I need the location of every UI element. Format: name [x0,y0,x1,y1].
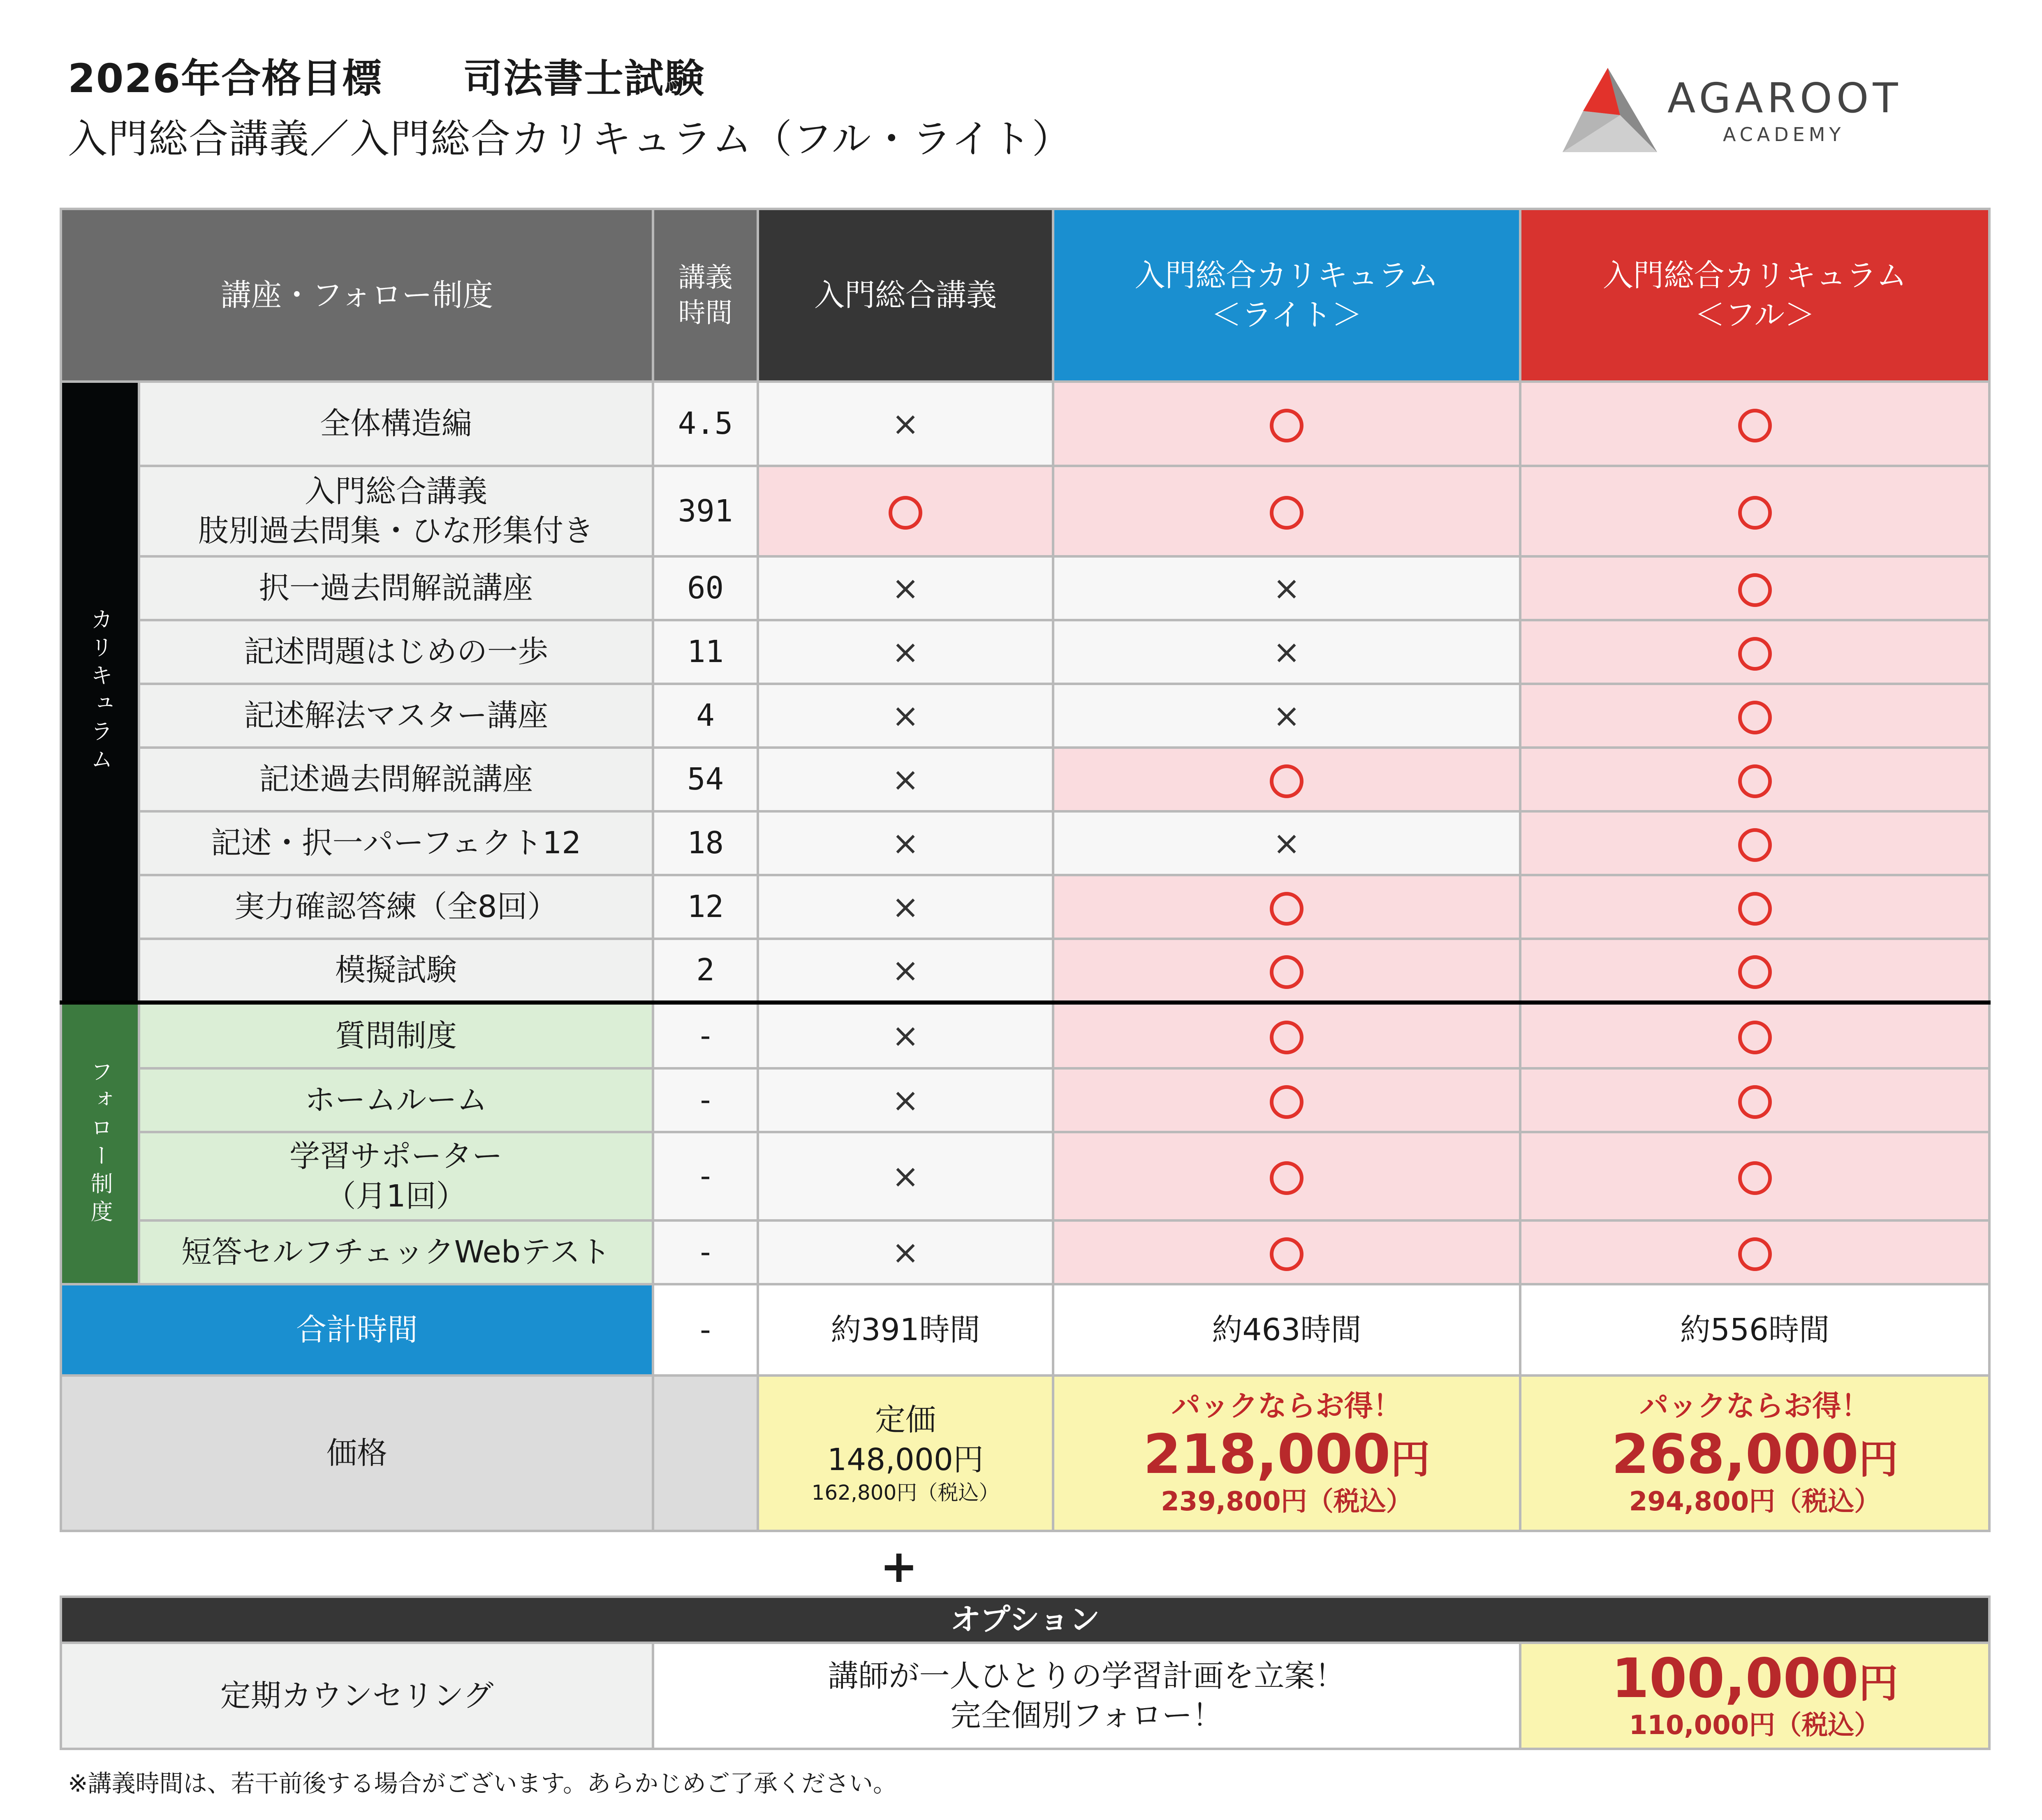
price-label: 価格 [61,1375,653,1531]
cross-mark-icon: × [891,1081,919,1119]
circle-mark-icon [1738,573,1772,607]
full-price-tax: 294,800円（税込） [1629,1486,1881,1517]
page-subtitle: 入門総合講義／入門総合カリキュラム（フル・ライト） [68,116,1072,162]
header-hours-line2: 時間 [678,297,733,329]
circle-mark-icon [1270,1021,1303,1054]
cross-mark-icon: × [891,951,919,989]
course-name-line1: 択一過去問解説講座 [259,570,533,606]
plan-full-included [1520,684,1989,748]
cross-mark-icon: × [891,1157,919,1195]
course-name-line1: 質問制度 [335,1018,457,1054]
course-name [139,684,653,748]
logo-subtext: ACADEMY [1723,123,1845,146]
course-name-line1: 入門総合講義 [305,473,487,509]
circle-mark-icon [889,496,922,530]
plan-light-included [1053,1220,1520,1284]
pack-deal-label: パックならお得！ [1639,1389,1870,1423]
option-price-tax: 110,000円（税込） [1629,1710,1881,1741]
option-price: 100,000 [1611,1646,1859,1710]
plan-lecture-not-included [758,382,1053,466]
table-row [61,875,1989,939]
plan-full-included [1520,1003,1989,1068]
course-name [139,1220,653,1284]
circle-mark-icon [1738,409,1772,442]
course-name [139,382,653,466]
course-name-line1: 短答セルフチェックWebテスト [181,1234,611,1270]
option-price-cell [1520,1643,1989,1749]
course-hours: 391 [653,466,758,556]
table-row [61,1220,1989,1284]
plan-lecture-not-included [758,1068,1053,1132]
course-name-line1: 模擬試験 [335,952,457,988]
cross-mark-icon: × [891,632,919,671]
total-hours-dash: - [653,1284,758,1375]
pack-deal-label: パックならお得！ [1171,1389,1402,1423]
total-hours-label: 合計時間 [61,1284,653,1375]
header-hours-line1: 講義 [678,262,733,294]
circle-mark-icon [1270,892,1303,926]
table-row [61,939,1989,1003]
course-name-line2: 肢別過去問集・ひな形集付き [198,513,594,549]
plan-light-included [1053,875,1520,939]
cross-mark-icon: × [1273,569,1301,607]
circle-mark-icon [1738,1021,1772,1054]
plan-lecture-not-included [758,748,1053,811]
course-name [139,748,653,811]
cross-mark-icon: × [1273,824,1301,862]
plan-full-included [1520,1132,1989,1220]
header-plan-full-line2: ＜フル＞ [1694,297,1815,333]
curriculum-group [61,382,139,1003]
course-hours: - [653,1220,758,1284]
table-row [61,748,1989,811]
plan-lecture-included [758,466,1053,556]
plan-light-not-included [1053,684,1520,748]
course-hours: 60 [653,556,758,620]
list-price: 148,000円 [827,1442,984,1477]
circle-mark-icon [1270,1085,1303,1119]
circle-mark-icon [1270,496,1303,530]
cross-mark-icon: × [891,1017,919,1055]
list-price-tax: 162,800円（税込） [811,1480,1000,1505]
course-hours: 4.5 [653,382,758,466]
cross-mark-icon: × [891,569,919,607]
plan-full-included [1520,466,1989,556]
course-hours: 11 [653,620,758,684]
light-price-tax: 239,800円（税込） [1161,1486,1412,1517]
cross-mark-icon: × [891,1233,919,1271]
plan-full-included [1520,875,1989,939]
cross-mark-icon: × [891,404,919,443]
course-name-line1: ホームルーム [305,1082,487,1118]
circle-mark-icon [1738,828,1772,862]
header-plan-full-line1: 入門総合カリキュラム [1602,257,1907,293]
circle-mark-icon [1270,1237,1303,1271]
circle-mark-icon [1738,637,1772,671]
course-hours: - [653,1132,758,1220]
light-price: 218,000 [1143,1423,1391,1487]
course-hours: - [653,1068,758,1132]
comparison-table [60,208,1991,1532]
price-light [1053,1375,1520,1531]
full-price-unit: 円 [1859,1436,1898,1483]
header-plan-light [1053,209,1520,382]
course-name [139,1068,653,1132]
course-hours: 18 [653,811,758,875]
course-hours: 54 [653,748,758,811]
course-name [139,811,653,875]
plan-light-included [1053,748,1520,811]
plan-light-included [1053,1132,1520,1220]
table-row [61,1003,1989,1068]
option-description [653,1643,1520,1749]
option-table [60,1595,1991,1750]
price-full [1520,1375,1989,1531]
total-hours-lecture: 約391時間 [758,1284,1053,1375]
price-row [61,1375,1989,1531]
logo-wordmark: AGAROOT [1667,74,1902,122]
plan-light-included [1053,382,1520,466]
course-name [139,556,653,620]
table-row [61,620,1989,684]
course-name-line1: 全体構造編 [320,406,472,442]
course-name [139,939,653,1003]
plan-light-not-included [1053,556,1520,620]
plan-full-included [1520,811,1989,875]
total-hours-full: 約556時間 [1520,1284,1989,1375]
header-plan-lecture: 入門総合講義 [758,209,1053,382]
plan-full-included [1520,556,1989,620]
circle-mark-icon [1738,1085,1772,1119]
circle-mark-icon [1270,1161,1303,1195]
plan-full-included [1520,620,1989,684]
total-hours-row [61,1284,1989,1375]
logo-triangle-icon [1558,66,1665,160]
course-name-line1: 学習サポーター [289,1139,502,1174]
plan-light-included [1053,466,1520,556]
cross-mark-icon: × [1273,632,1301,671]
course-name [139,466,653,556]
full-price: 268,000 [1611,1423,1859,1487]
plus-sign: + [880,1540,918,1593]
table-row [61,1068,1989,1132]
total-hours-light: 約463時間 [1053,1284,1520,1375]
header-plan-light-line2: ＜ライト＞ [1211,297,1362,333]
cross-mark-icon: × [1273,696,1301,735]
cross-mark-icon: × [891,696,919,735]
circle-mark-icon [1270,409,1303,442]
course-name [139,620,653,684]
cross-mark-icon: × [891,824,919,862]
footnote: ※講義時間は、若干前後する場合がございます。あらかじめご了承ください。 [68,1769,897,1797]
option-desc-line1: 講師が一人ひとりの学習計画を立案！ [828,1658,1345,1694]
plan-lecture-not-included [758,875,1053,939]
follow-group-label: フォロー制度 [87,1060,113,1228]
plan-full-included [1520,382,1989,466]
plan-light-included [1053,1068,1520,1132]
light-price-unit: 円 [1390,1436,1430,1483]
table-row [61,811,1989,875]
list-price-label: 定価 [875,1402,936,1438]
plan-lecture-not-included [758,811,1053,875]
plan-full-included [1520,1220,1989,1284]
course-name [139,1003,653,1068]
header-plan-full [1520,209,1989,382]
table-row [61,466,1989,556]
follow-group [61,1003,139,1284]
option-desc-line2: 完全個別フォロー！ [950,1698,1223,1733]
table-row [61,1132,1989,1220]
course-name-line1: 記述過去問解説講座 [259,762,533,797]
table-row [61,556,1989,620]
plan-lecture-not-included [758,1132,1053,1220]
plan-lecture-not-included [758,1003,1053,1068]
plan-full-included [1520,939,1989,1003]
course-hours: - [653,1003,758,1068]
option-price-unit: 円 [1859,1660,1898,1707]
circle-mark-icon [1738,892,1772,926]
plan-lecture-not-included [758,1220,1053,1284]
table-row [61,382,1989,466]
header-course: 講座・フォロー制度 [61,209,653,382]
price-lecture [758,1375,1053,1531]
page-title: 2026年合格目標 司法書士試験 [68,56,705,102]
circle-mark-icon [1738,1161,1772,1195]
circle-mark-icon [1270,955,1303,989]
plan-full-included [1520,748,1989,811]
header-plan-light-line1: 入門総合カリキュラム [1134,257,1439,293]
table-header-row [61,209,1989,382]
course-name-line1: 記述問題はじめの一歩 [244,634,548,670]
plan-light-not-included [1053,811,1520,875]
course-name-line1: 記述解法マスター講座 [244,698,548,734]
course-name [139,1132,653,1220]
curriculum-group-label: カリキュラム [87,608,113,776]
plan-lecture-not-included [758,684,1053,748]
plan-light-not-included [1053,620,1520,684]
plan-lecture-not-included [758,620,1053,684]
circle-mark-icon [1738,764,1772,798]
circle-mark-icon [1738,1237,1772,1271]
circle-mark-icon [1738,496,1772,530]
option-header: オプション [61,1597,1989,1643]
course-hours: 4 [653,684,758,748]
agaroot-logo [1558,66,1929,160]
course-hours: 12 [653,875,758,939]
cross-mark-icon: × [891,887,919,926]
course-name-line2: （月1回） [325,1178,467,1214]
cross-mark-icon: × [891,760,919,799]
header-hours [653,209,758,382]
circle-mark-icon [1270,764,1303,798]
plan-lecture-not-included [758,556,1053,620]
course-name-line1: 記述・択一パーフェクト12 [211,825,581,861]
plan-full-included [1520,1068,1989,1132]
course-name [139,875,653,939]
course-hours: 2 [653,939,758,1003]
plan-light-included [1053,939,1520,1003]
option-name: 定期カウンセリング [61,1643,653,1749]
circle-mark-icon [1738,701,1772,734]
table-row [61,684,1989,748]
price-empty [653,1375,758,1531]
course-name-line1: 実力確認答練（全8回） [234,889,558,925]
circle-mark-icon [1738,955,1772,989]
plan-lecture-not-included [758,939,1053,1003]
plan-light-included [1053,1003,1520,1068]
